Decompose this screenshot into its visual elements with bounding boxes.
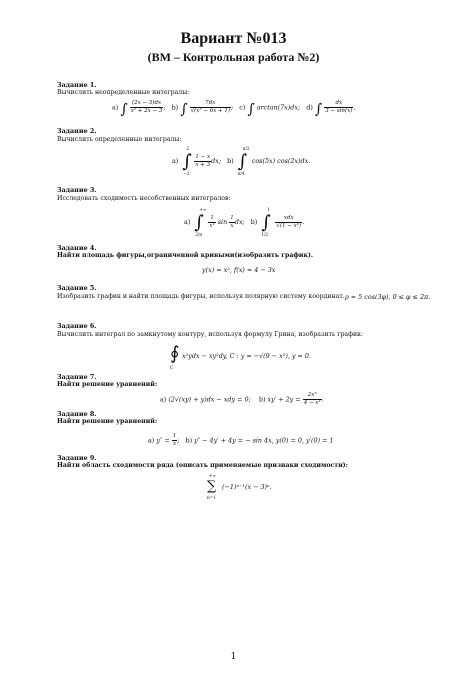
page-subtitle: (ВМ – Контрольная работа №2) [147, 50, 320, 64]
task-8-text: Найти решение уравнений: [57, 418, 158, 425]
task-5-heading: Задание 5. [57, 284, 97, 292]
task-6-text: Вычислить интеграл по замкнутому контуру, используя формулу Грина, изобразить график: [57, 331, 364, 338]
task-2-formula: a) 2 ∫ −2 $\frac{1 - x}{x + 3}$ dx; b) π/2 ∫ π/4 cos(5x) cos(2x)dx. [172, 146, 311, 176]
task-3-heading: Задание 3. [57, 186, 97, 194]
page-number: 1 [230, 652, 237, 662]
task-1-formula: a) ∫ $\frac{(2x - 3)dx}{\text{x² + 2x − 3}}$ ; b) ∫ $\frac{7dx}{\text{√(x² − 6x + 1)}}$ ; c) ∫ arctan(7x)dx; d) ∫ $\frac{dx}{3 - \sin(x)}$ . [112, 100, 356, 118]
task-7-text: Найти решение уравнений: [57, 381, 158, 388]
task-3-formula: a) +∞ ∫ 2/π $\frac{1}{\text{x²}}$ sin $\frac{1}{x}$ dx; b) 1 ∫ 1/2 $\frac{\text{xdx}}{\text{√(1 − x²)}}$ . [184, 207, 305, 237]
task-1-heading: Задание 1. [57, 81, 97, 89]
task-7-heading: Задание 7. [57, 373, 97, 381]
task-1-text: Вычислить неопределенные интегралы: [57, 89, 190, 96]
task-2-heading: Задание 2. [57, 127, 97, 135]
task-5-text: Изобразить график и найти площадь фигуры, используя полярную систему координат. [57, 293, 345, 300]
task-7-formula: a) (2√(xy) + y)dx − xdy = 0; b) xy′ + 2y = $\frac{\text{2x⁵}}{\text{4 − x²}}$ . [160, 392, 324, 406]
task-2-text: Вычислить определенные интегралы: [57, 136, 182, 143]
task-4-formula: y(x) = x², f(x) = 4 − 3x [202, 266, 276, 274]
task-3-text: Исследовать сходимость несобственных интегралов: [57, 195, 231, 202]
task-4-text: Найти площадь фигуры,ограниченной кривыми(изобразить график). [57, 252, 314, 259]
task-9-expression: (−1)ⁿ⁻¹(x − 3)ⁿ. [222, 483, 272, 491]
task-6-heading: Задание 6. [57, 322, 97, 330]
task-8-formula: a) y″ = $\frac{1}{x}$ ; b) y″ − 4y′ + 4y = − sin 4x, y(0) = 0, y′(0) = 1 [148, 433, 334, 447]
task-9-heading: Задание 9. [57, 454, 97, 462]
task-9-formula: +∞ ∑ n=1 (−1)ⁿ⁻¹(x − 3)ⁿ. [207, 473, 272, 500]
task-9-text: Найти область сходимости ряда (описать применяемые признаки сходимости): [57, 462, 348, 469]
task-4-heading: Задание 4. [57, 244, 97, 252]
page-title: Вариант №013 [180, 30, 287, 47]
task-6-formula: ∮ C x²ydx − xy²dy, C : y = −√(9 − x²), y = 0. [170, 343, 312, 370]
task-8-heading: Задание 8. [57, 410, 97, 418]
task-5-formula: ρ = 5 cos(3φ), 0 ≤ φ ≤ 2π. [345, 293, 431, 301]
task-6-expression: x²ydx − xy²dy, C : y = −√(9 − x²), y = 0. [182, 352, 312, 360]
